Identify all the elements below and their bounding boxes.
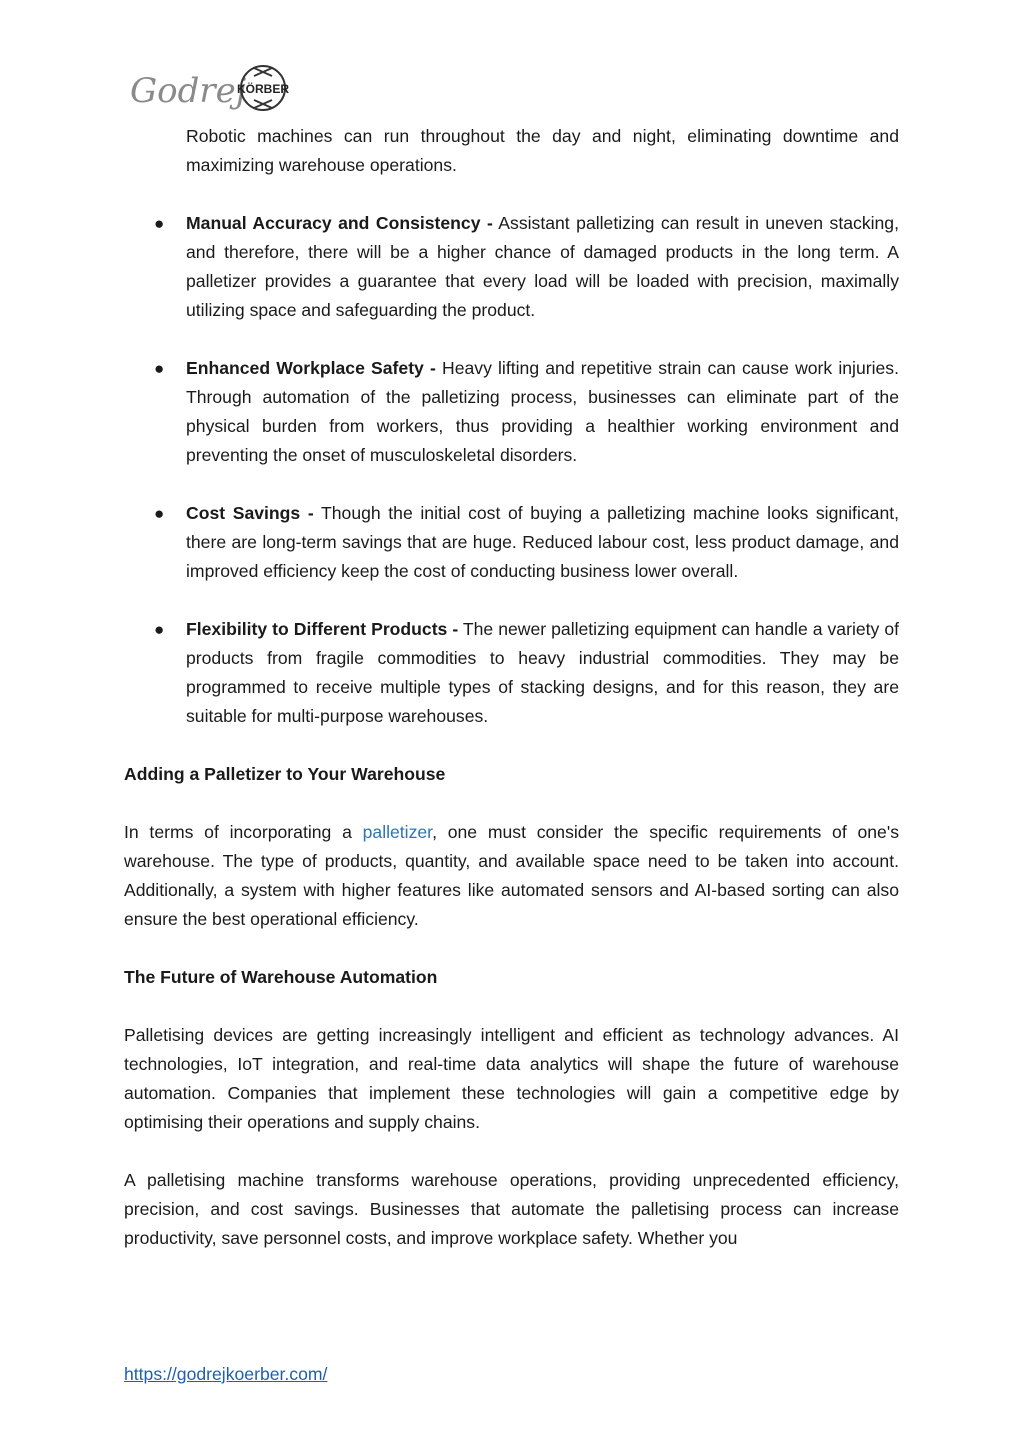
logo-korber-text: KÖRBER: [236, 82, 290, 96]
bullet-title: Cost Savings -: [186, 503, 314, 523]
bullet-text: The newer palletizing equipment can handle a variety of products from fragile commodities to heavy industrial commodities. They may be programmed to receive multiple types of stacking designs, and for this reason, they are suitable for multi-purpose warehouses.: [186, 619, 900, 726]
bullet-title: Manual Accuracy and Consistency -: [186, 213, 493, 233]
bullet-icon: ●: [154, 504, 165, 523]
text-before-link: In terms of incorporating a: [124, 822, 363, 842]
palletizer-link[interactable]: palletizer: [362, 822, 433, 842]
list-item: [154, 499, 900, 586]
bullet-text: Heavy lifting and repetitive strain can cause work injuries. Through automation of the palletizing process, businesses can eliminate part of the physical burden from workers, thus providing a healthier working environment and preventing the onset of musculoskeletal disorders.: [186, 358, 899, 465]
bullet-title: Enhanced Workplace Safety -: [186, 358, 436, 378]
section-heading-adding-palletizer: Adding a Palletizer to Your Warehouse: [124, 764, 446, 784]
section-paragraph: A palletising machine transforms warehouse operations, providing unprecedented efficiency, precision, and cost savings. Businesses that automate the palletising process can increase productivity, save personnel costs, and improve workplace safety. Whether you: [124, 1170, 899, 1248]
bullet-title: Flexibility to Different Products -: [186, 619, 459, 639]
footer: [124, 1360, 327, 1389]
list-item: [154, 354, 899, 470]
list-item: [154, 209, 899, 325]
bullet-icon: ●: [154, 214, 165, 233]
bullet-text: Though the initial cost of buying a palletizing machine looks significant, there are long-term savings that are huge. Reduced labour cost, less product damage, and improved efficiency keep the cost of conducting business lower overall.: [186, 503, 900, 581]
logo-script-text: Godrej: [130, 71, 247, 111]
bullet-text: Assistant palletizing can result in uneven stacking, and therefore, there will be a higher chance of damaged products in the long term. A palletizer provides a guarantee that every load will be loaded with precision, maximally utilizing space and safeguarding the product.: [186, 213, 899, 320]
benefits-list: [124, 209, 899, 731]
godrej-koerber-logo: [128, 62, 298, 118]
footer-url-link[interactable]: https://godrejkoerber.com/: [124, 1364, 328, 1384]
section-paragraph: Palletising devices are getting increasingly intelligent and efficient as technology advances. AI technologies, IoT integration, and real-time data analytics will shape the future of warehouse automation. Companies that implement these technologies will gain a competitive edge by optimising their operations and supply chains.: [124, 1025, 899, 1132]
intro-continuation: Robotic machines can run throughout the day and night, eliminating downtime and maximizing warehouse operations.: [186, 126, 899, 175]
text-after-link: , one must consider the specific requirements of one's warehouse. The type of products, quantity, and available space need to be taken into account. Additionally, a system with higher features like automated sensors and AI-based sorting can also ensure the best operational efficiency.: [124, 822, 899, 929]
bullet-icon: ●: [154, 359, 165, 378]
section-heading-future-automation: The Future of Warehouse Automation: [124, 967, 438, 987]
document-body: [124, 122, 899, 1253]
list-item: [154, 615, 900, 731]
bullet-icon: ●: [154, 620, 165, 639]
logo-graphic: [128, 62, 298, 118]
section-paragraph: [124, 818, 899, 934]
